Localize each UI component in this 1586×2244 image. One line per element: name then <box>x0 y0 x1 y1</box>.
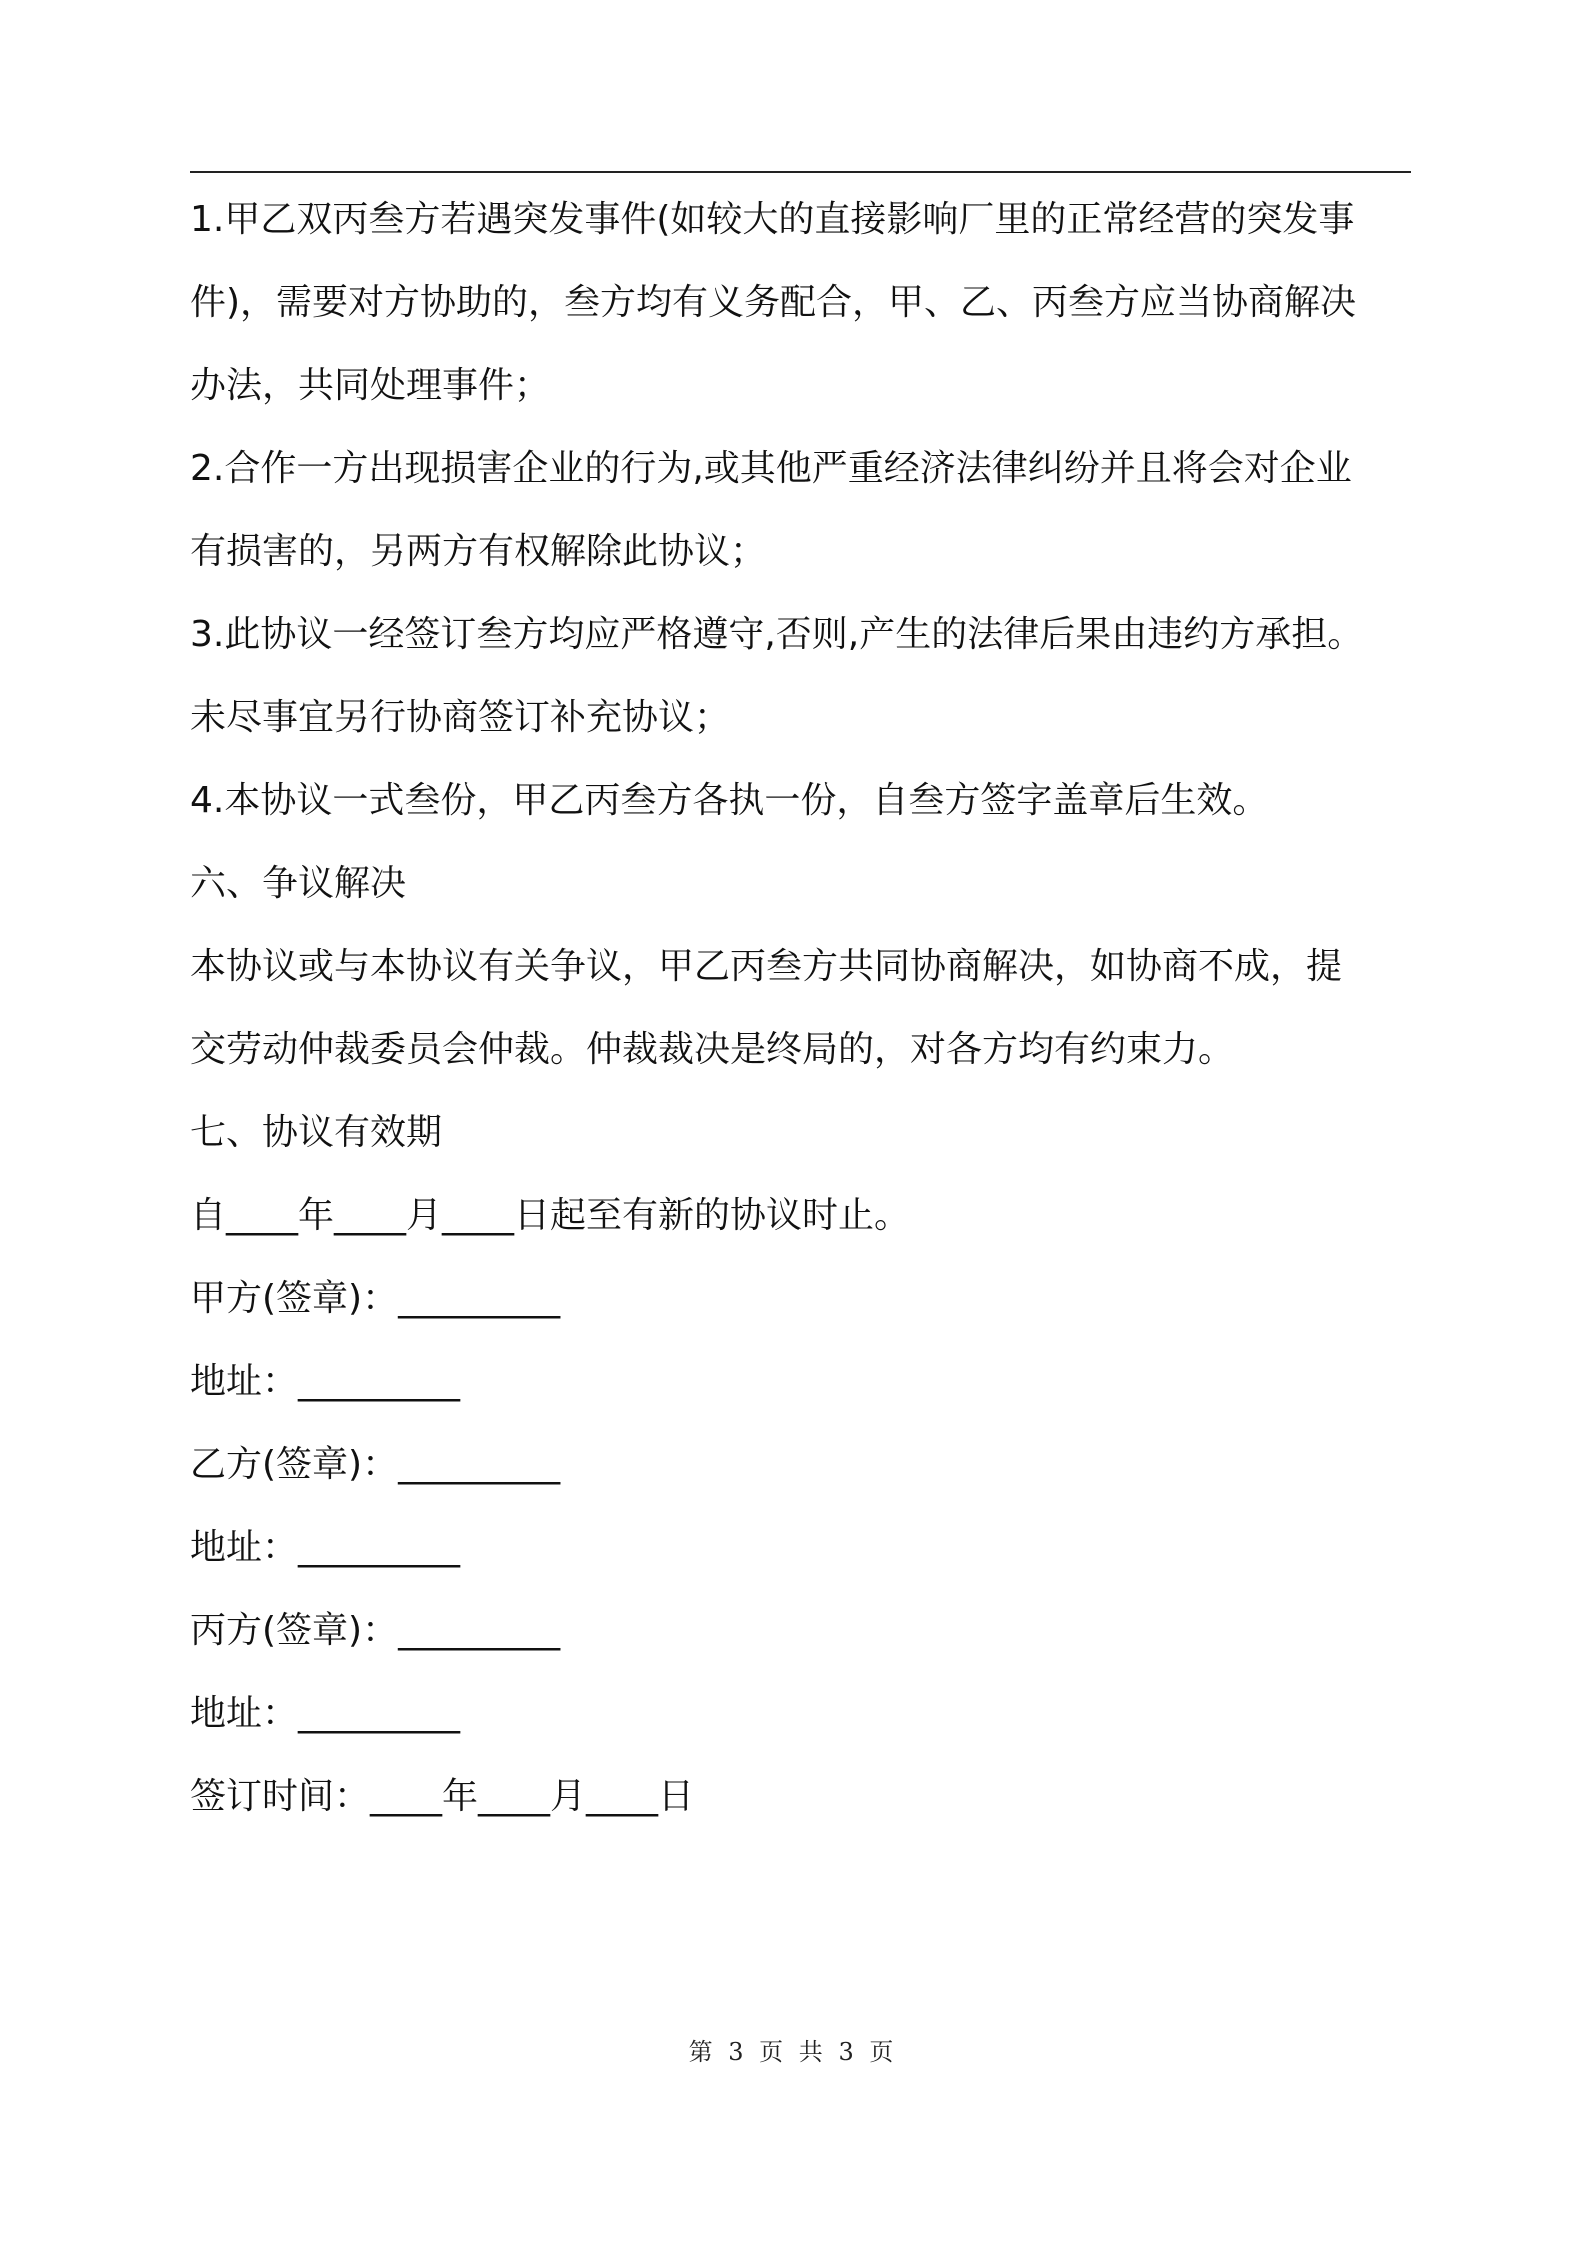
text-line-8: 4.本协议一式叁份，甲乙丙叁方各执一份，自叁方签字盖章后生效。 <box>190 780 1269 821</box>
text-line-10: 本协议或与本协议有关争议，甲乙丙叁方共同协商解决，如协商不成，提 <box>190 946 1343 987</box>
text-line-6: 3.此协议一经签订叁方均应严格遵守,否则,产生的法律后果由违约方承担。 <box>190 614 1364 655</box>
text-line-11: 交劳动仲裁委员会仲裁。仲裁裁决是终局的，对各方均有约束力。 <box>190 1029 1235 1070</box>
party-b-address: 地址：_________ <box>190 1527 461 1568</box>
section-heading-dispute: 六、争议解决 <box>190 863 407 904</box>
text-line-3: 办法，共同处理事件； <box>190 365 551 406</box>
party-a-address: 地址：_________ <box>190 1361 461 1402</box>
document-body <box>190 178 1415 1838</box>
party-c-address: 地址：_________ <box>190 1693 461 1734</box>
signing-date: 签订时间：____年____月____日 <box>190 1776 695 1817</box>
text-line-2: 件)，需要对方协助的，叁方均有义务配合，甲、乙、丙叁方应当协商解决 <box>190 282 1357 323</box>
text-line-4: 2.合作一方出现损害企业的行为,或其他严重经济法律纠纷并且将会对企业 <box>190 448 1352 489</box>
section-heading-validity: 七、协议有效期 <box>190 1112 443 1153</box>
text-line-1: 1.甲乙双丙叁方若遇突发事件(如较大的直接影响厂里的正常经营的突发事 <box>190 199 1355 240</box>
page-footer: 第 3 页 共 3 页 <box>688 2038 898 2066</box>
header-rule <box>190 171 1411 173</box>
text-line-5: 有损害的，另两方有权解除此协议； <box>190 531 767 572</box>
text-line-7: 未尽事宜另行协商签订补充协议； <box>190 697 731 738</box>
party-c-signature: 丙方(签章)：_________ <box>190 1610 561 1651</box>
party-a-signature: 甲方(签章)：_________ <box>190 1278 561 1319</box>
validity-date-line: 自____年____月____日起至有新的协议时止。 <box>190 1195 911 1236</box>
party-b-signature: 乙方(签章)：_________ <box>190 1444 561 1485</box>
